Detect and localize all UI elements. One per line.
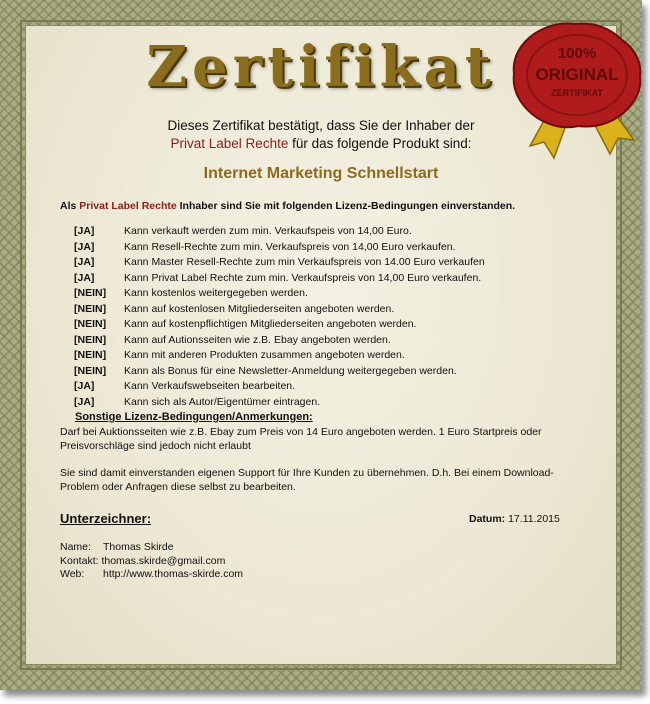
intro-rights: Privat Label Rechte — [170, 136, 289, 151]
term-tag: [JA] — [74, 240, 95, 253]
contact-value: Thomas Skirde — [103, 541, 174, 553]
term-text: Kann kostenlos weitergegeben werden. — [124, 287, 308, 299]
term-tag: [NEIN] — [74, 364, 107, 377]
conditions-suffix: Inhaber sind Sie mit folgenden Lizenz-Bedingungen einverstanden. — [176, 200, 516, 212]
product-name: Internet Marketing Schnellstart — [203, 165, 439, 182]
intro-line-2-rest: für das folgende Produkt sind: — [288, 136, 472, 151]
term-text: Kann auf Autionsseiten wie z.B. Ebay angeboten werden. — [124, 333, 391, 346]
signer-heading: Unterzeichner: — [60, 511, 152, 526]
support-text: Sie sind damit einverstanden eigenen Support für Ihre Kunden zu übernehmen. D.h. Bei einem Download-Problem oder Anfragen diese selbst zu bearbeiten. — [60, 467, 554, 493]
term-tag: [JA] — [74, 395, 95, 408]
term-text: Kann auf kostenlosen Mitgliederseiten angeboten werden. — [124, 302, 395, 315]
date-value: 17.11.2015 — [508, 513, 560, 525]
term-text: Kann auf kostenpflichtigen Mitgliederseiten angeboten werden. — [124, 318, 417, 330]
term-text: Kann Resell-Rechte zum min. Verkaufspreis von 14,00 Euro verkaufen. — [124, 240, 456, 253]
term-tag: [JA] — [74, 225, 95, 237]
conditions-prefix: Als — [60, 200, 80, 212]
term-tag: [NEIN] — [74, 287, 107, 299]
term-row — [74, 317, 485, 333]
term-tag: [JA] — [74, 256, 95, 268]
term-row — [74, 348, 485, 364]
contact-value: http://www.thomas-skirde.com — [103, 568, 244, 580]
term-tag: [JA] — [74, 380, 95, 392]
date-label: Datum: — [469, 513, 506, 525]
certificate-title: Zertifikat — [146, 34, 496, 100]
term-tag: [NEIN] — [74, 333, 107, 346]
term-row — [74, 240, 485, 256]
other-terms-text: Darf bei Auktionsseiten wie z.B. Ebay zum Preis von 14 Euro angeboten werden. 1 Euro Startpreis oder Preisvorschläge sind jedoch nicht erlaubt — [60, 426, 542, 452]
other-terms-heading: Sonstige Lizenz-Bedingungen/Anmerkungen: — [75, 411, 313, 423]
term-text: Kann mit anderen Produkten zusammen angeboten werden. — [124, 349, 405, 361]
term-row — [74, 286, 485, 302]
conditions-rights: Privat Label Rechte — [79, 200, 177, 212]
seal-line-2: ORIGINAL — [535, 65, 619, 84]
term-row — [74, 255, 485, 271]
contact-row — [60, 555, 243, 569]
term-text: Kann Privat Label Rechte zum min. Verkaufspreis von 14,00 Euro verkaufen. — [124, 271, 482, 284]
seal-line-1: 100% — [557, 45, 597, 62]
term-text: Kann sich als Autor/Eigentümer eintragen. — [124, 395, 321, 408]
date-field — [469, 513, 560, 525]
term-text: Kann als Bonus für eine Newsletter-Anmeldung weitergegeben werden. — [124, 364, 457, 377]
contact-label: Web: — [60, 568, 85, 580]
term-tag: [NEIN] — [74, 349, 107, 361]
contact-value: thomas.skirde@gmail.com — [101, 554, 226, 567]
term-tag: [NEIN] — [74, 318, 107, 330]
term-row — [74, 364, 485, 380]
contact-label: Name: — [60, 541, 91, 553]
license-terms-list — [74, 224, 485, 410]
term-tag: [JA] — [74, 271, 95, 284]
term-text: Kann Verkaufswebseiten bearbeiten. — [124, 380, 296, 392]
term-row — [74, 333, 485, 349]
wax-seal-icon — [506, 18, 646, 168]
term-tag: [NEIN] — [74, 302, 107, 315]
contact-label: Kontakt: — [60, 554, 99, 567]
term-row — [74, 224, 485, 240]
contact-block — [60, 541, 243, 582]
term-row — [74, 379, 485, 395]
conditions-heading — [60, 200, 515, 212]
seal-line-3: ZERTIFIKAT — [551, 88, 603, 98]
term-row — [74, 395, 485, 411]
term-text: Kann verkauft werden zum min. Verkaufspeis von 14,00 Euro. — [124, 225, 412, 237]
term-row — [74, 302, 485, 318]
contact-row — [60, 568, 243, 582]
contact-row — [60, 541, 243, 555]
term-text: Kann Master Resell-Rechte zum min Verkaufspreis von 14.00 Euro verkaufen — [124, 256, 485, 268]
intro-line-1: Dieses Zertifikat bestätigt, dass Sie der Inhaber der — [167, 118, 475, 133]
term-row — [74, 271, 485, 287]
